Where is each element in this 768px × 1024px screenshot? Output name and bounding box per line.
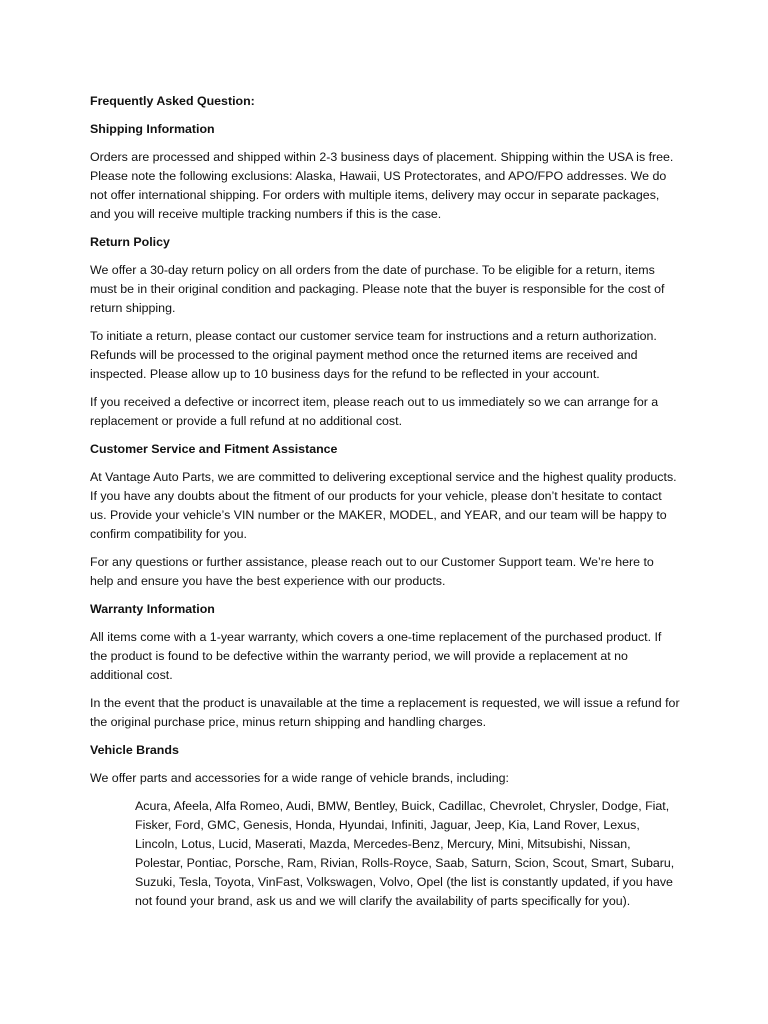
vehicle-brands-list: Acura, Afeela, Alfa Romeo, Audi, BMW, Bentley, Buick, Cadillac, Chevrolet, Chrysler, Dodge, Fiat, Fisker, Ford, GMC, Genesis, Honda, Hyundai, Infiniti, Jaguar, Jeep, Kia, Land Rover, Lexus, Lincoln, Lotus, Lucid, Maserati, Mazda, Mercedes-Benz, Mercury, Mini, Mitsubishi, Nissan, Polestar, Pontiac, Porsche, Ram, Rivian, Rolls-Royce, Saab, Saturn, Scion, Scout, Smart, Subaru, Suzuki, Tesla, Toyota, VinFast, Volkswagen, Volvo, Opel (the list is constantly updated, if you have not found your brand, ask us and we will clarify the availability of parts specifically for you). bbox=[135, 799, 675, 908]
warranty-heading: Warranty Information bbox=[90, 602, 215, 616]
vehicle-brands-heading: Vehicle Brands bbox=[90, 743, 179, 757]
document-title: Frequently Asked Question: bbox=[90, 94, 255, 108]
warranty-paragraph-1: All items come with a 1-year warranty, which covers a one-time replacement of the purchased product. If the product is found to be defective within the warranty period, we will provide a replacement at no additional cost. bbox=[90, 630, 662, 682]
return-policy-paragraph-2: To initiate a return, please contact our customer service team for instructions and a return authorization. Refunds will be processed to the original payment method once the returned items are received and inspected. Please allow up to 10 business days for the refund to be reflected in your account. bbox=[90, 329, 657, 381]
vehicle-brands-intro: We offer parts and accessories for a wide range of vehicle brands, including: bbox=[90, 771, 509, 785]
customer-service-paragraph-1: At Vantage Auto Parts, we are committed to delivering exceptional service and the highest quality products. If you have any doubts about the fitment of our products for your vehicle, please don’t hesitate to contact us. Provide your vehicle’s VIN number or the MAKER, MODEL, and YEAR, and our team will be happy to confirm compatibility for you. bbox=[90, 470, 677, 541]
customer-service-heading: Customer Service and Fitment Assistance bbox=[90, 442, 338, 456]
customer-service-paragraph-2: For any questions or further assistance, please reach out to our Customer Support team. We’re here to help and ensure you have the best experience with our products. bbox=[90, 555, 654, 588]
return-policy-heading: Return Policy bbox=[90, 235, 170, 249]
warranty-paragraph-2: In the event that the product is unavailable at the time a replacement is requested, we will issue a refund for the original purchase price, minus return shipping and handling charges. bbox=[90, 696, 680, 729]
return-policy-paragraph-3: If you received a defective or incorrect item, please reach out to us immediately so we can arrange for a replacement or provide a full refund at no additional cost. bbox=[90, 395, 659, 428]
faq-document bbox=[90, 92, 680, 911]
shipping-heading: Shipping Information bbox=[90, 122, 215, 136]
shipping-paragraph: Orders are processed and shipped within 2-3 business days of placement. Shipping within the USA is free. Please note the following exclusions: Alaska, Hawaii, US Protectorates, and APO/FPO addresses. We do not offer international shipping. For orders with multiple items, delivery may occur in separate packages, and you will receive multiple tracking numbers if this is the case. bbox=[90, 150, 674, 221]
return-policy-paragraph-1: We offer a 30-day return policy on all orders from the date of purchase. To be eligible for a return, items must be in their original condition and packaging. Please note that the buyer is responsible for the cost of return shipping. bbox=[90, 263, 665, 315]
